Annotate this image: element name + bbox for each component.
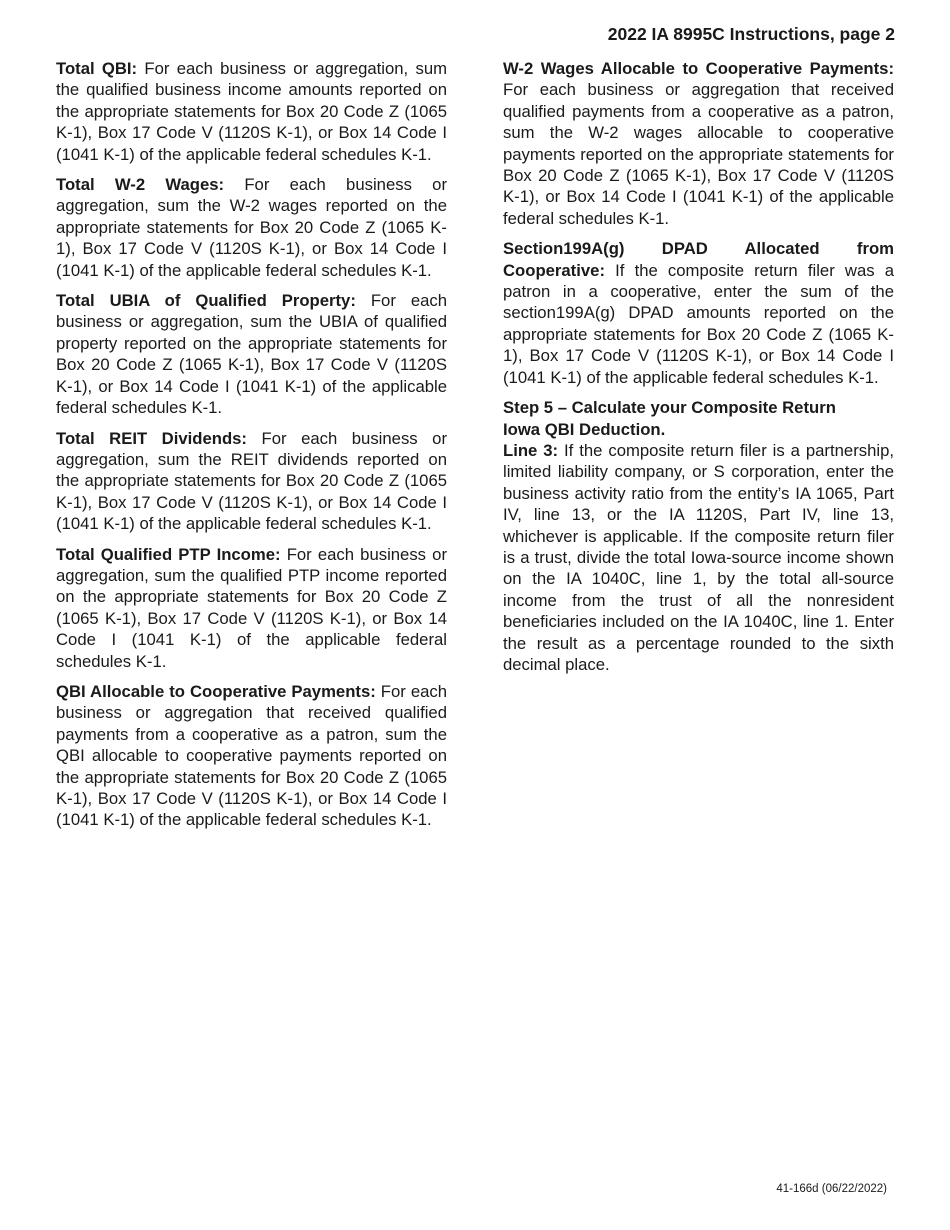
paragraph-total-w2-wages [56, 174, 447, 281]
paragraph-text: For each business or aggregation that received qualified payments from a cooperative as a patron, sum the W-2 wages allocable to cooperative payments reported on the appropriate statements for Box 20 Code Z (1065 K-1), Box 17 Code V (1120S K-1), or Box 14 Code I (1041 K-1) of the applicable federal schedules K-1. [503, 80, 894, 228]
term-label: W-2 Wages Allocable to Cooperative Payments: [503, 59, 894, 78]
term-label: Section199A(g) DPAD Allocated from Cooperative: [503, 239, 894, 280]
paragraph-text: For each business or aggregation, sum the UBIA of qualified property reported on the appropriate statements for Box 20 Code Z (1065 K-1), Box 17 Code V (1120S K-1), or Box 14 Code I (1041 K-1) of the applicable federal schedules K-1. [56, 291, 448, 418]
left-column [56, 58, 447, 840]
term-label: Total Qualified PTP Income: [56, 544, 281, 564]
form-revision-code: 41-166d (06/22/2022) [776, 1183, 887, 1195]
paragraph-total-qbi [56, 58, 447, 165]
step-5-heading-line1: Step 5 – Calculate your Composite Return [503, 398, 836, 418]
paragraph-total-reit [56, 428, 447, 535]
paragraph-w2-cooperative [503, 58, 894, 229]
step-5-heading-line2: Iowa QBI Deduction. [503, 419, 666, 439]
paragraph-total-ptp [56, 544, 447, 672]
term-label: Total REIT Dividends: [56, 428, 247, 448]
paragraph-dpad-cooperative [503, 238, 894, 388]
step-5-section [503, 397, 894, 675]
term-label: Total W-2 Wages: [56, 175, 225, 195]
paragraph-text: If the composite return filer is a partnership, limited liability company, or S corporation, enter the business activity ratio from the entity’s IA 1065, Part IV, line 13, or the IA 1120S, Part IV, line 13, whichever is applicable. If the composite return filer is a trust, divide the total Iowa-source income shown on the IA 1040C, line 1, by the total all-source income from the trust of all the nonresident beneficiaries included on the IA 1040C, line 1. Enter the result as a percentage rounded to the sixth decimal place. [503, 440, 894, 674]
paragraph-total-ubia [56, 290, 447, 418]
page-title: 2022 IA 8995C Instructions, page 2 [607, 24, 895, 44]
paragraph-text: For each business or aggregation, sum the W-2 wages reported on the appropriate statements for Box 20 Code Z (1065 K-1), Box 17 Code V (1120S K-1), or Box 14 Code I (1041 K-1) of the applicable federal schedules K-1. [56, 175, 447, 280]
term-label: Total QBI: [56, 59, 138, 78]
right-column [503, 58, 894, 684]
paragraph-line-3 [503, 440, 894, 675]
step-5-heading [503, 397, 894, 440]
term-label: Total UBIA of Qualified Property: [56, 291, 356, 311]
paragraph-text: For each business or aggregation that received qualified payments from a cooperative as a patron, sum the QBI allocable to cooperative payments reported on the appropriate statements for Box 20 Code Z (1065 K-1), Box 17 Code V (1120S K-1), or Box 14 Code I (1041 K-1) of the applicable federal schedules K-1. [56, 681, 448, 830]
paragraph-text: For each business or aggregation, sum the qualified business income amounts reported on the appropriate statements for Box 20 Code Z (1065 K-1), Box 17 Code V (1120S K-1), or Box 14 Code I (1041 K-1) of the applicable federal schedules K-1. [56, 59, 447, 164]
paragraph-qbi-cooperative [56, 681, 447, 831]
paragraph-text: If the composite return filer was a patron in a cooperative, enter the sum of the section199A(g) DPAD amounts reported on the appropriate statements for Box 20 Code Z (1065 K-1), Box 17 Code V (1120S K-1), or Box 14 Code I (1041 K-1) of the applicable federal schedules K-1. [503, 260, 894, 387]
term-label: QBI Allocable to Cooperative Payments: [56, 681, 376, 701]
term-label: Line 3: [503, 440, 559, 460]
paragraph-text: For each business or aggregation, sum the REIT dividends reported on the appropriate statements for Box 20 Code Z (1065 K-1), Box 17 Code V (1120S K-1), or Box 14 Code I (1041 K-1) of the applicable federal schedules K-1. [56, 428, 447, 534]
paragraph-text: For each business or aggregation, sum the qualified PTP income reported on the appropriate statements for Box 20 Code Z (1065 K-1), Box 17 Code V (1120S K-1), or Box 14 Code I (1041 K-1) of the applicable federal schedules K-1. [56, 544, 448, 671]
